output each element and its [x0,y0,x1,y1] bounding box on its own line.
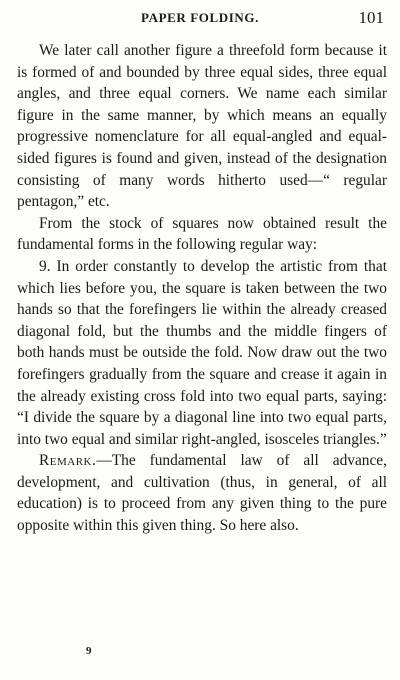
page-number: 101 [358,8,384,27]
paragraph-folding-instruction: 9. In order constantly to develop the artistic from that which lies before you, the square is taken between the two hands so that the forefingers lie within the already creased diagonal fold, but the thumbs and the middle fingers of both hands must be outside the fold. Now draw out the two forefingers gradually from the square and crease it again in the already existing cross fold into two equal parts, saying: “I divide the square by a diagonal line into two equal parts, into two equal and similar right-angled, isosceles triangles.” [17,257,387,448]
running-title: PAPER FOLDING. [141,10,259,25]
paragraph-fundamental-forms: From the stock of squares now obtained result the fundamental forms in the following regular way: [17,214,387,254]
body-text [17,40,387,537]
paragraph-threefold-form: We later call another figure a threefold form because it is formed of and bounded by three equal sides, three equal angles, and three equal corners. We name each similar figure in the same manner, by which means an equally progressive nomenclature for all equal-angled and equal-sided figures is found and given, instead of the designation consisting of many words hitherto used—“ regular pentagon,” etc. [17,42,387,211]
running-header [0,8,400,30]
remark-label: Remark. [39,452,97,470]
paragraph-remark [17,450,387,536]
remark-text: —The fundamental law of all advance, development, and cultivation (thus, in general, of all education) is to proceed from any given thing to the pure opposite within this given thing. So here also. [17,452,387,535]
signature-mark: 9 [86,645,92,657]
